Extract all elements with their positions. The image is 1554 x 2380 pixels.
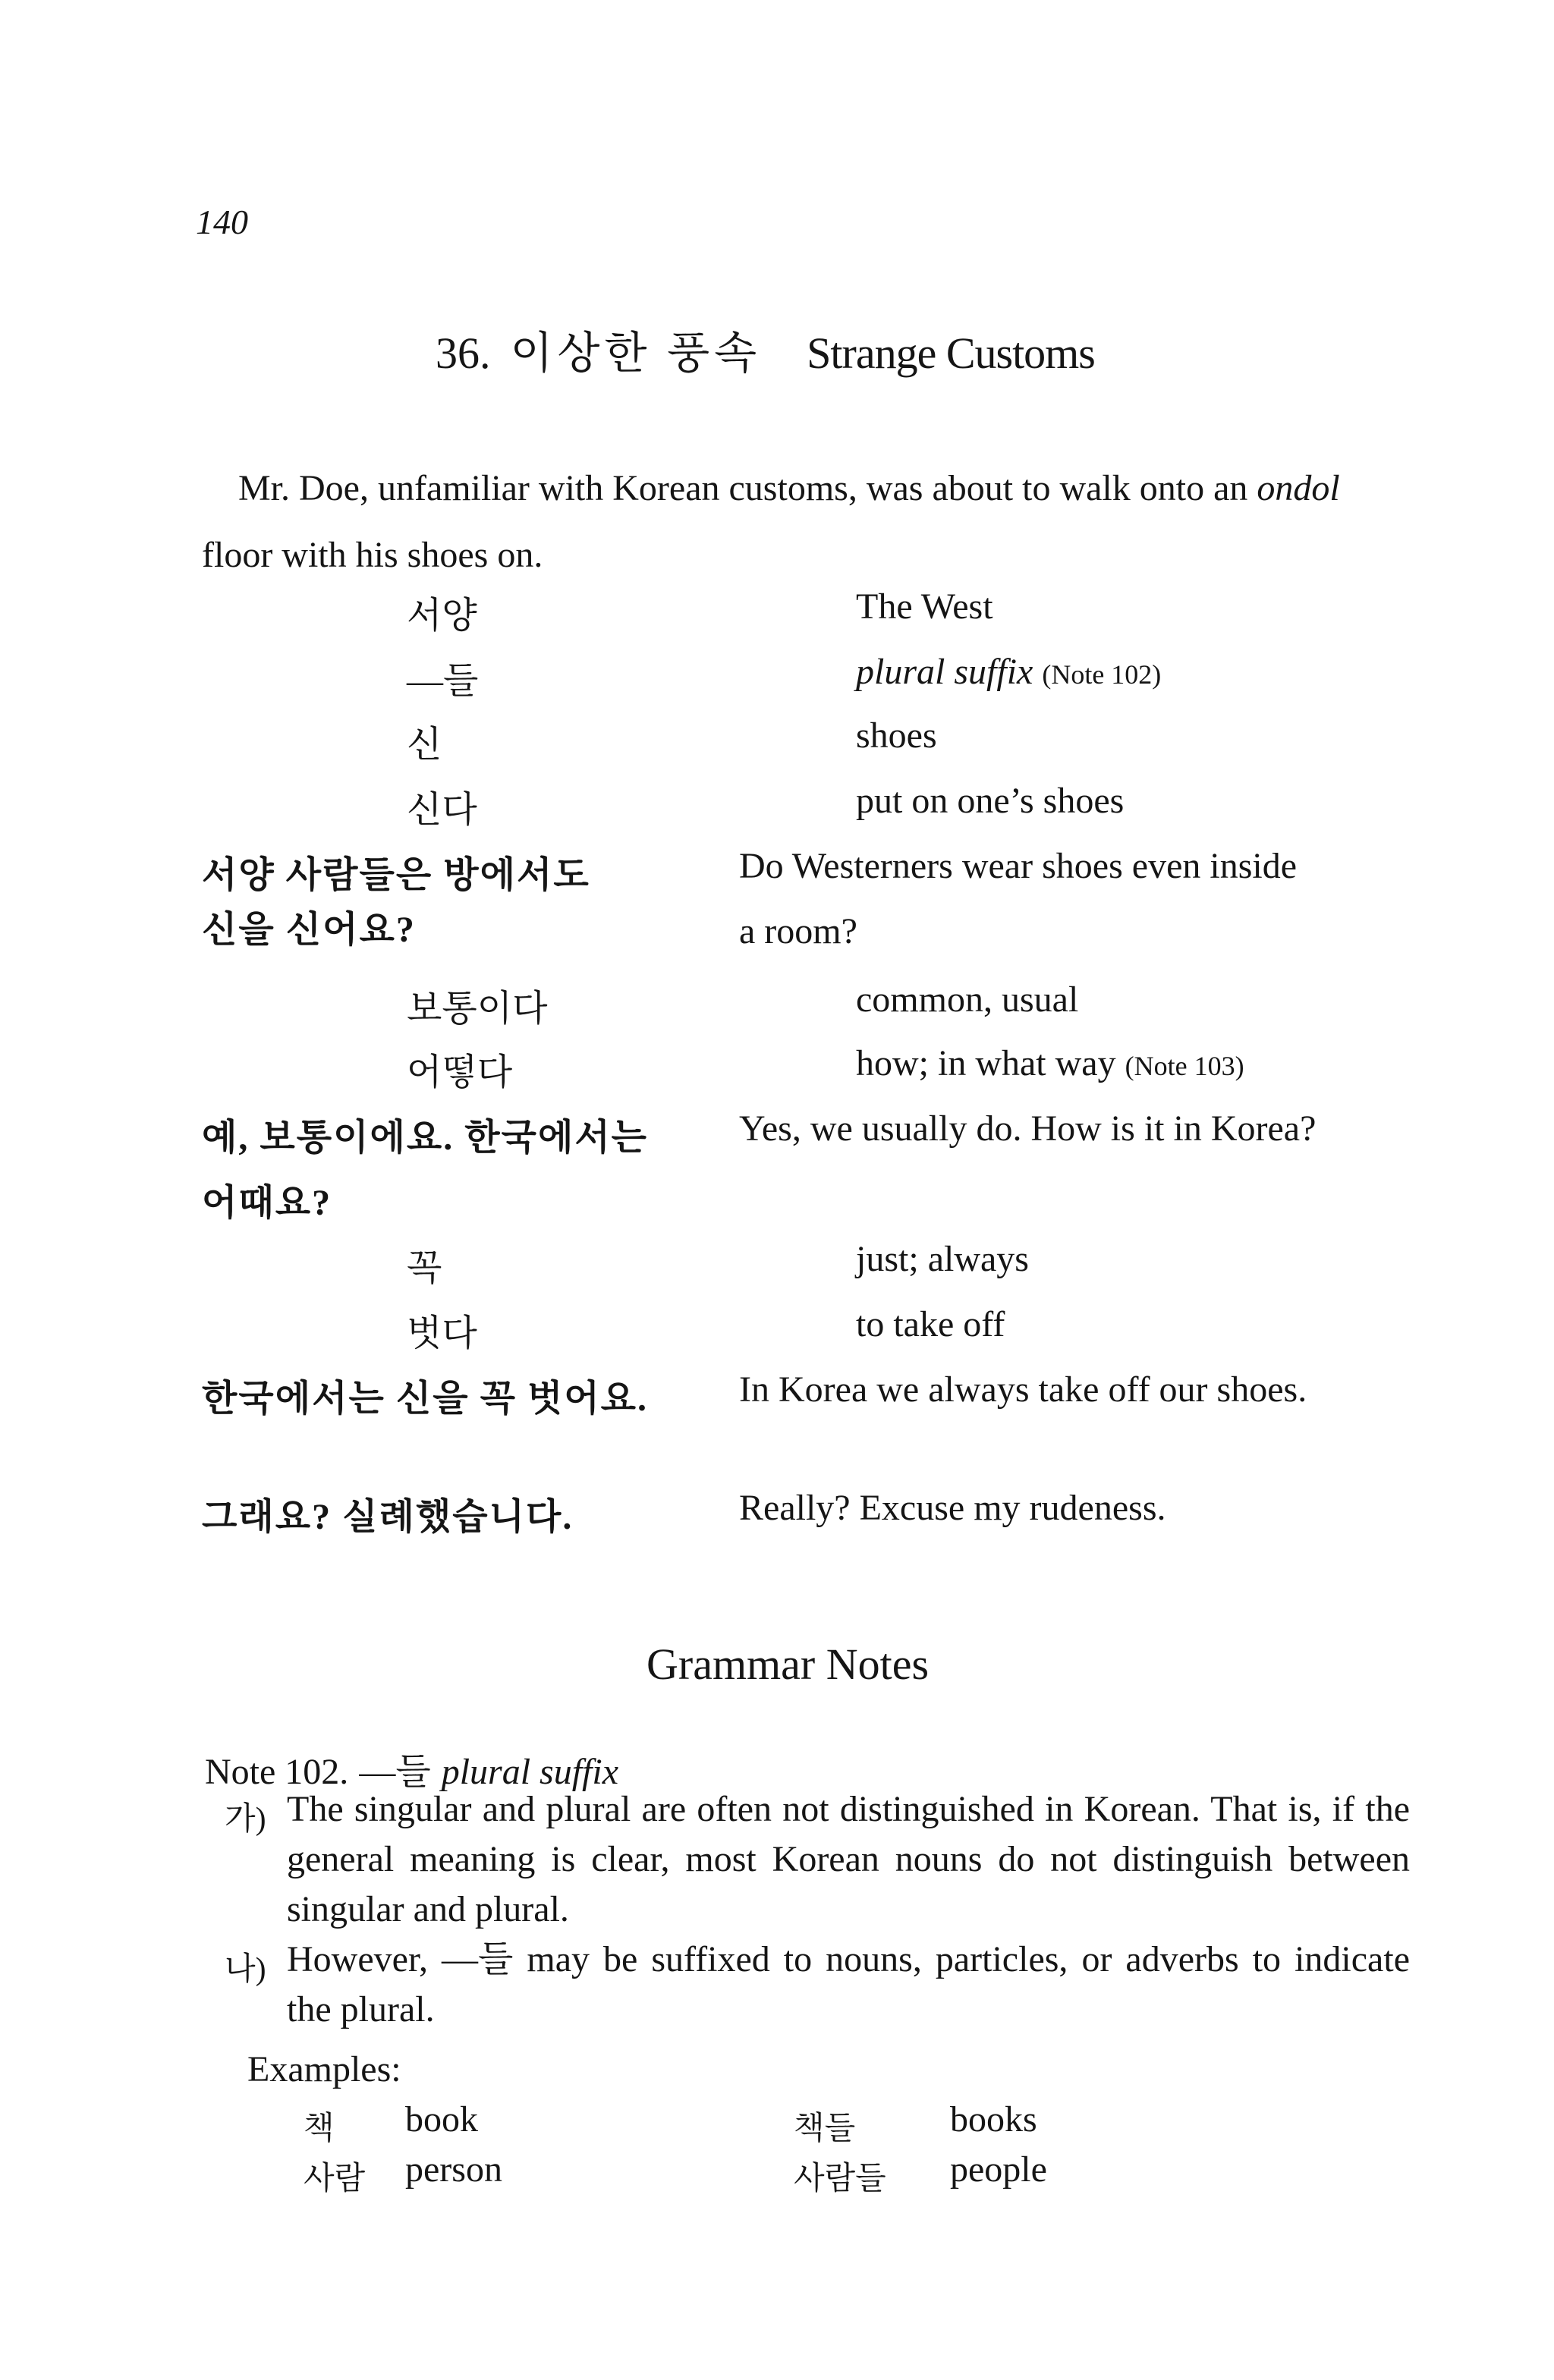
vocab-english — [856, 651, 1161, 693]
lesson-number: 36. — [436, 329, 491, 378]
note-item-marker: 나) — [225, 1952, 266, 1987]
lesson-title — [436, 317, 1095, 381]
dialog-korean: 어때요? — [202, 1183, 332, 1223]
vocab-english-text: how; in what way — [856, 1043, 1116, 1083]
dialog-english: Do Westerners wear shoes even inside — [739, 846, 1298, 886]
examples-heading: Examples: — [247, 2049, 401, 2089]
vocab-korean: 보통이다 — [407, 989, 548, 1029]
note-item-text: However, —들 may be suffixed to nouns, particles, or adverbs to indicate the plural. — [287, 1939, 1410, 2029]
note-item-text: The singular and plural are often not distinguished in Korean. That is, if the general meaning is clear, most Korean nouns do not distinguish between singular and plural. — [287, 1789, 1410, 1929]
vocab-english: shoes — [856, 715, 937, 756]
intro-italic-term: ondol — [1257, 468, 1340, 508]
note-item-marker: 가) — [225, 1802, 266, 1837]
example-english: person — [405, 2149, 502, 2190]
intro-paragraph — [202, 455, 1401, 589]
vocab-english: common, usual — [856, 979, 1079, 1020]
note-label: plural suffix — [441, 1752, 619, 1792]
vocab-korean: 벗다 — [407, 1313, 477, 1353]
dialog-korean: 예, 보통이에요. 한국에서는 — [202, 1118, 649, 1158]
vocab-korean: 서양 — [407, 596, 477, 636]
dialog-english: Really? Excuse my rudeness. — [739, 1488, 1166, 1528]
note-reference: (Note 103) — [1125, 1051, 1244, 1081]
note-reference: (Note 102) — [1042, 659, 1162, 690]
lesson-title-english: Strange Customs — [807, 329, 1095, 378]
note-number: Note 102. — [205, 1752, 349, 1792]
intro-text-before: Mr. Doe, unfamiliar with Korean customs, was about to walk onto an — [238, 468, 1257, 508]
dialog-korean: 신을 신어요? — [202, 910, 416, 950]
vocab-english: The West — [856, 586, 993, 627]
example-korean-plural: 사람들 — [794, 2161, 886, 2196]
dialog-korean: 그래요? 실례했습니다. — [202, 1497, 574, 1537]
example-korean: 책 — [304, 2111, 335, 2146]
intro-text-after: floor with his shoes on. — [202, 535, 543, 575]
note-suffix: —들 — [359, 1752, 431, 1792]
vocab-korean: 어떻다 — [407, 1052, 513, 1093]
dialog-korean: 서양 사람들은 방에서도 — [202, 855, 590, 895]
dialog-korean: 한국에서는 신을 꼭 벗어요. — [202, 1379, 649, 1419]
page-number: 140 — [196, 203, 248, 241]
example-korean: 사람 — [304, 2161, 366, 2196]
vocab-english — [856, 1042, 1244, 1084]
vocab-english: to take off — [856, 1304, 1005, 1344]
dialog-english: a room? — [739, 911, 857, 951]
vocab-korean: 신다 — [407, 790, 477, 830]
dialog-english: Yes, we usually do. How is it in Korea? — [739, 1108, 1316, 1149]
grammar-notes-heading: Grammar Notes — [646, 1640, 930, 1689]
example-english: book — [405, 2099, 478, 2139]
vocab-english: just; always — [856, 1239, 1029, 1279]
lesson-title-korean: 이상한 풍속 — [510, 329, 762, 378]
vocab-korean: 꼭 — [407, 1248, 442, 1288]
example-english-plural: people — [950, 2149, 1047, 2190]
dialog-english: In Korea we always take off our shoes. — [739, 1369, 1307, 1410]
example-korean-plural: 책들 — [794, 2111, 856, 2146]
vocab-korean: 신 — [407, 725, 442, 765]
vocab-english-italic: plural suffix — [856, 652, 1033, 692]
vocab-korean: —들 — [407, 661, 479, 701]
vocab-english: put on one’s shoes — [856, 781, 1125, 821]
example-english-plural: books — [950, 2099, 1037, 2139]
